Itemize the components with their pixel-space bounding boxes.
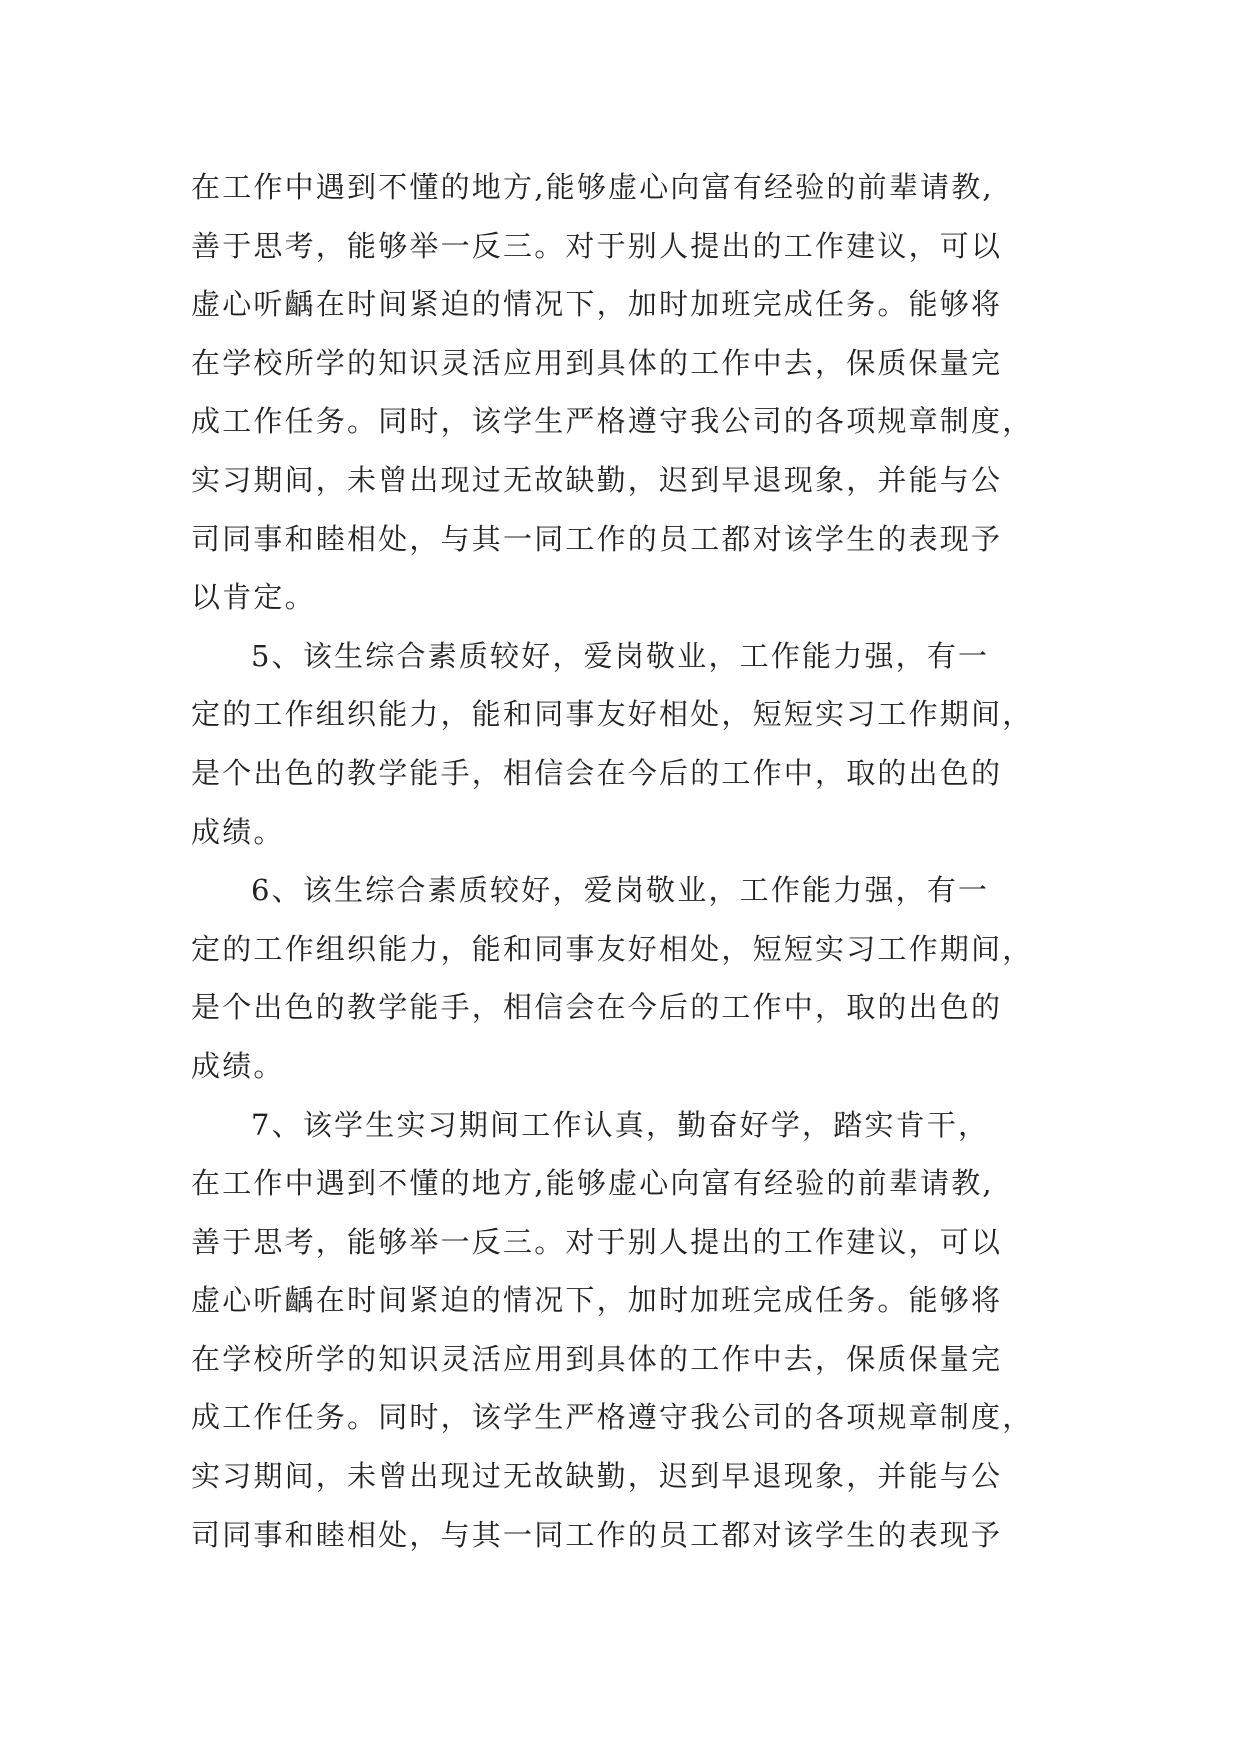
text-line: 成工作任务。同时，该学生严格遵守我公司的各项规章制度， — [191, 404, 1034, 439]
text-line: 在工作中遇到不懂的地方,能够虚心向富有经验的前辈请教, — [191, 1166, 994, 1201]
body-text — [191, 158, 1071, 1564]
text-line: 实习期间，未曾出现过无故缺勤，迟到早退现象，并能与公 — [191, 1459, 1003, 1494]
text-line: 司同事和睦相处，与其一同工作的员工都对该学生的表现予 — [191, 1517, 1003, 1552]
text-line: 在工作中遇到不懂的地方,能够虚心向富有经验的前辈请教, — [191, 170, 994, 204]
text-line: 成绩。 — [191, 814, 285, 849]
text-line: 成工作任务。同时，该学生严格遵守我公司的各项规章制度， — [191, 1400, 1034, 1435]
text-line: 实习期间，未曾出现过无故缺勤，迟到早退现象，并能与公 — [191, 462, 1003, 497]
text-line: 是个出色的教学能手，相信会在今后的工作中，取的出色的 — [191, 755, 1003, 790]
text-line: 虚心听齲在时间紧迫的情况下，加时加班完成任务。能够将 — [191, 287, 1003, 322]
text-line: 是个出色的教学能手，相信会在今后的工作中，取的出色的 — [191, 990, 1003, 1025]
text-line: 7、该学生实习期间工作认真，勤奋好学，踏实肯干， — [251, 1107, 990, 1142]
text-line: 以肯定。 — [191, 580, 316, 615]
text-line: 在学校所学的知识灵活应用到具体的工作中去，保质保量完 — [191, 1341, 1003, 1376]
text-line: 在学校所学的知识灵活应用到具体的工作中去，保质保量完 — [191, 345, 1003, 380]
text-line: 成绩。 — [191, 1048, 285, 1083]
text-line: 善于思考，能够举一反三。对于别人提出的工作建议，可以 — [191, 228, 1003, 263]
text-line: 虚心听齲在时间紧迫的情况下，加时加班完成任务。能够将 — [191, 1283, 1003, 1318]
text-line: 5、该生综合素质较好，爱岗敬业，工作能力强，有一 — [251, 638, 990, 673]
text-line: 定的工作组织能力，能和同事友好相处，短短实习工作期间， — [191, 931, 1034, 966]
text-line: 善于思考，能够举一反三。对于别人提出的工作建议，可以 — [191, 1224, 1003, 1259]
text-line: 司同事和睦相处，与其一同工作的员工都对该学生的表现予 — [191, 521, 1003, 556]
text-line: 6、该生综合素质较好，爱岗敬业，工作能力强，有一 — [251, 873, 990, 908]
text-line: 定的工作组织能力，能和同事友好相处，短短实习工作期间， — [191, 697, 1034, 732]
